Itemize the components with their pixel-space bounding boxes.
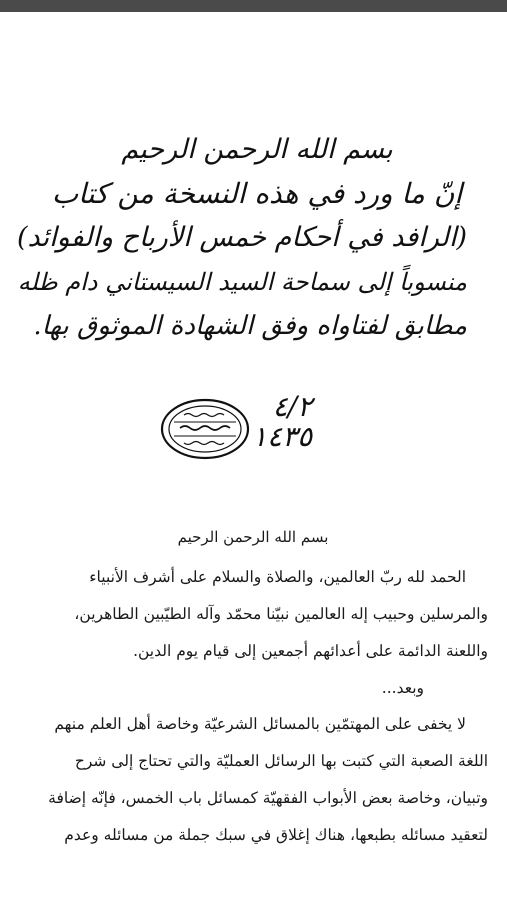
text-line: لتعقيد مسائله بطبعها، هناك إغلاق في سبك جملة من مسائله وعدم (64, 826, 488, 844)
date-year: ١٤٣٥ (252, 420, 313, 453)
printed-text (18, 525, 488, 854)
text-line: واللعنة الدائمة على أعدائهم أجمعين إلى قيام يوم الدين. (133, 642, 488, 660)
text-line: لا يخفى على المهتمّين بالمسائل الشرعيّة وخاصة أهل العلم منهم (54, 715, 466, 733)
paragraph-intro (18, 706, 488, 854)
handwritten-line: مطابق لفتاواه وفق الشهادة الموثوق بها. (33, 311, 467, 341)
paragraph-praise (18, 559, 488, 670)
handwritten-date (252, 392, 312, 452)
text-line: وتبيان، وخاصة بعض الأبواب الفقهيّة كمسائل باب الخمس، فإنّه إضافة (48, 789, 488, 807)
text-line: الحمد لله ربّ العالمين، والصلاة والسلام على أشرف الأنبياء (89, 568, 466, 586)
handwritten-line: منسوباً إلى سماحة السيد السيستاني دام ظله (17, 268, 467, 296)
text-line: والمرسلين وحبيب إله العالمين نبيّنا محمّد وآله الطيّبين الطاهرين، (74, 605, 488, 623)
date-day-month: ٤/٢ (272, 390, 313, 423)
handwritten-attestation (16, 128, 467, 348)
handwritten-book-title: (الرافد في أحكام خمس الأرباح والفوائد) (16, 222, 467, 253)
seal-and-date (160, 390, 313, 472)
printed-basmala: بسم الله الرحمن الرحيم (177, 528, 329, 546)
handwritten-basmala: بسم الله الرحمن الرحيم (121, 134, 393, 165)
text-wabaad: وبعد... (381, 679, 424, 697)
text-line: اللغة الصعبة التي كتبت بها الرسائل العمليّة والتي تحتاج إلى شرح (74, 752, 488, 770)
handwritten-line: إنّ ما ورد في هذه النسخة من كتاب (51, 177, 463, 210)
official-seal-icon (160, 398, 250, 460)
top-bar (0, 0, 507, 12)
